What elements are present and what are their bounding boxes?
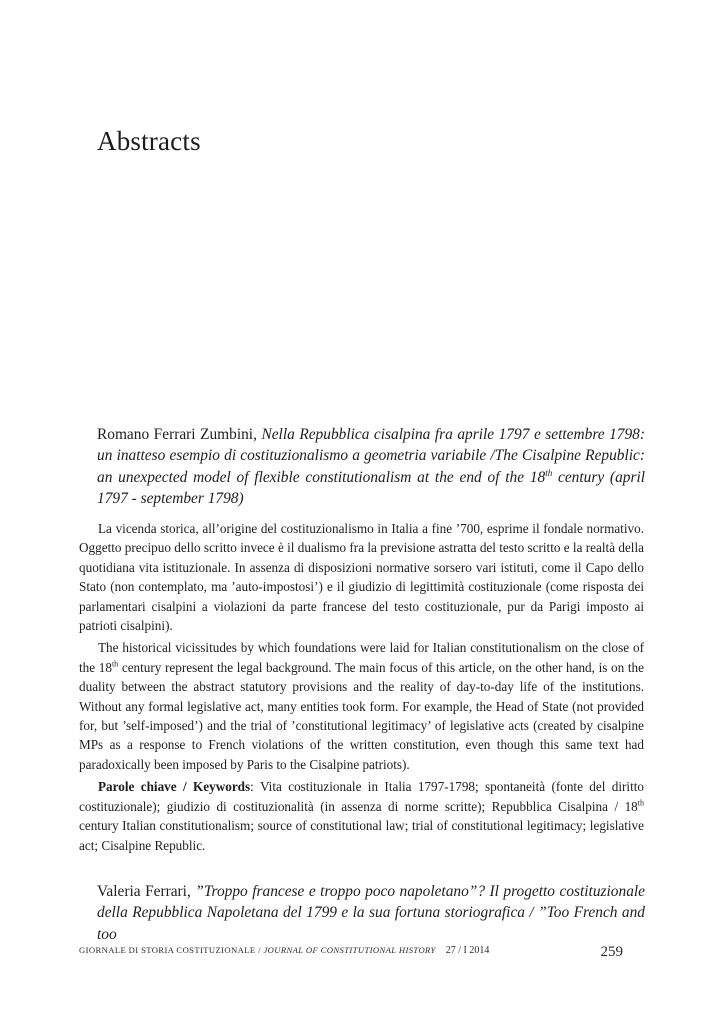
journal-name: GIORNALE DI STORIA COSTITUZIONALE / (79, 945, 264, 955)
entry-heading-2 (97, 881, 645, 945)
running-footer (79, 945, 489, 956)
keywords: Parole chiave / Keywords: Vita costituzionale in Italia 1797-1798; spontaneità (fonte del diritto costituzionale); giudizio di costituzionalità (in assenza di norme scritte); Repubblica Cisalpina / 18th century Italian constitutionalism; source of constitutional law; trial of constitutional legitimacy; legislative act; Cisalpine Republic. (79, 779, 645, 853)
entry-title: ”Troppo francese e troppo poco napoletano”? Il progetto costituzionale della Repubblica Napoletana del 1799 e la sua fortuna storiografica / ”Too French and too (97, 883, 645, 943)
entry-author: Valeria Ferrari, (97, 883, 196, 900)
abstract-body (79, 519, 644, 858)
abstract-italian: La vicenda storica, all’origine del costituzionalismo in Italia a fine ’700, esprime il fondale normativo. Oggetto precipuo dello scritto invece è il dualismo fra la previsione astratta del testo scritto e la realtà della quotidiana vita istituzionale. In assenza di disposizioni normative sorsero vari istituti, come il Capo dello Stato (non contemplato, ma ’auto-impostosi’) e il giudizio di legittimità costituzionale (come risposta dei parlamentari cisalpini a violazioni da parte francese del testo costituzionale, pur da Parigi imposto ai patrioti cisalpini). (79, 521, 644, 634)
entry-author: Romano Ferrari Zumbini, (97, 426, 262, 443)
entry-heading-1 (97, 424, 645, 510)
keywords-label: Parole chiave / Keywords (98, 779, 251, 795)
page-number: 259 (600, 944, 623, 960)
journal-name-english: JOURNAL OF CONSTITUTIONAL HISTORY (263, 945, 436, 955)
page-title: Abstracts (97, 126, 201, 156)
issue-number: 27 / I 2014 (445, 945, 490, 956)
entry-title: Nella Repubblica cisalpina fra aprile 1797 e settembre 1798: un inatteso esempio di costituzionalismo a geometria variabile /The Cisalpine Republic: an unexpected model of flexible constitutionalism at the end of the 18th century (april 1797 - september 1798) (97, 426, 645, 508)
abstract-english: The historical vicissitudes by which foundations were laid for Italian constitutionalism on the close of the 18th century represent the legal background. The main focus of this article, on the other hand, is on the duality between the abstract statutory provisions and the reality of day-to-day life of the institutions. Without any formal legislative act, many entities took form. For example, the Head of State (not provided for, but ’self-imposed’) and the trial of ’constitutional legitimacy’ of legislative acts (created by cisalpine MPs as a response to French violations of the written constitution, even though this same text had paradoxically been imposed by Paris to the Cisalpine patriots). (79, 640, 644, 772)
